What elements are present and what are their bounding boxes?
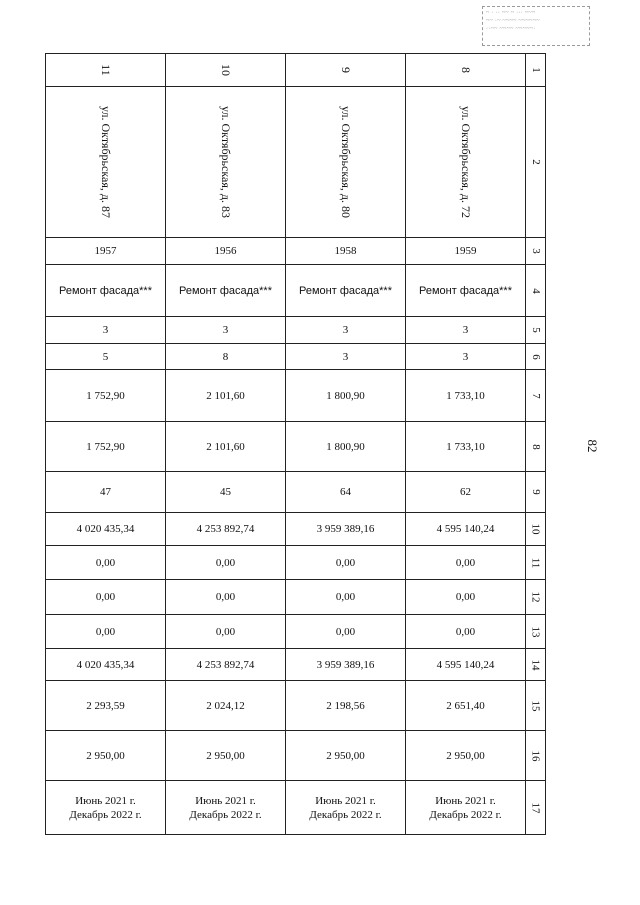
table-cell: 1 800,90 <box>286 370 406 422</box>
column-number-cell: 9 <box>286 54 406 87</box>
table-row <box>46 781 546 835</box>
column-number-cell: 8 <box>406 54 526 87</box>
table-cell: 2 293,59 <box>46 681 166 731</box>
table-cell: 0,00 <box>406 615 526 649</box>
row-number: 17 <box>526 781 546 835</box>
table-cell: 0,00 <box>46 580 166 615</box>
table-cell: 2 101,60 <box>166 370 286 422</box>
year-cell: 1957 <box>46 238 166 265</box>
table-cell: 1 733,10 <box>406 422 526 472</box>
table-cell: 2 651,40 <box>406 681 526 731</box>
address-cell: ул. Октябрьская, д. 80 <box>286 87 406 238</box>
year-cell: 1959 <box>406 238 526 265</box>
table-cell: 0,00 <box>406 546 526 580</box>
row-number: 4 <box>526 265 546 317</box>
table-row <box>46 370 546 422</box>
period-cell: Июнь 2021 г. Декабрь 2022 г. <box>406 781 526 835</box>
table-row <box>46 317 546 344</box>
table-row <box>46 54 546 87</box>
table-cell: 4 595 140,24 <box>406 513 526 546</box>
table-cell: 2 950,00 <box>406 731 526 781</box>
address-cell: ул. Октябрьская, д. 72 <box>406 87 526 238</box>
table-cell: 0,00 <box>286 580 406 615</box>
address-cell: ул. Октябрьская, д. 87 <box>46 87 166 238</box>
table-cell: 4 253 892,74 <box>166 513 286 546</box>
row-number: 3 <box>526 238 546 265</box>
year-cell: 1956 <box>166 238 286 265</box>
row-number: 10 <box>526 513 546 546</box>
work-type-cell: Ремонт фасада*** <box>286 265 406 317</box>
table-cell: 2 101,60 <box>166 422 286 472</box>
table-row <box>46 649 546 681</box>
table-cell: 3 <box>286 344 406 370</box>
work-type-cell: Ремонт фасада*** <box>46 265 166 317</box>
row-number: 8 <box>526 422 546 472</box>
period-cell: Июнь 2021 г. Декабрь 2022 г. <box>46 781 166 835</box>
table-row <box>46 472 546 513</box>
table-cell: 4 595 140,24 <box>406 649 526 681</box>
table-row <box>46 513 546 546</box>
table-row <box>46 615 546 649</box>
work-type-cell: Ремонт фасада*** <box>406 265 526 317</box>
row-number: 1 <box>526 54 546 87</box>
table-cell: 8 <box>166 344 286 370</box>
table-cell: 0,00 <box>286 615 406 649</box>
table-row <box>46 344 546 370</box>
row-number: 14 <box>526 649 546 681</box>
row-number: 6 <box>526 344 546 370</box>
table-cell: 1 752,90 <box>46 370 166 422</box>
table-row <box>46 265 546 317</box>
table-cell: 0,00 <box>46 546 166 580</box>
table-cell: 4 253 892,74 <box>166 649 286 681</box>
table-row <box>46 546 546 580</box>
table-cell: 0,00 <box>166 580 286 615</box>
table-row <box>46 422 546 472</box>
table-row <box>46 580 546 615</box>
column-number-cell: 11 <box>46 54 166 87</box>
row-number: 5 <box>526 317 546 344</box>
row-number: 13 <box>526 615 546 649</box>
period-cell: Июнь 2021 г. Декабрь 2022 г. <box>166 781 286 835</box>
row-number: 9 <box>526 472 546 513</box>
row-number: 16 <box>526 731 546 781</box>
table-cell: 2 024,12 <box>166 681 286 731</box>
table-cell: 3 <box>46 317 166 344</box>
table-cell: 2 950,00 <box>166 731 286 781</box>
table-cell: 3 959 389,16 <box>286 649 406 681</box>
table-cell: 4 020 435,34 <box>46 649 166 681</box>
work-type-cell: Ремонт фасада*** <box>166 265 286 317</box>
table-cell: 0,00 <box>286 546 406 580</box>
row-number: 7 <box>526 370 546 422</box>
table-cell: 1 752,90 <box>46 422 166 472</box>
table-cell: 2 198,56 <box>286 681 406 731</box>
row-number: 12 <box>526 580 546 615</box>
table-cell: 0,00 <box>46 615 166 649</box>
stamp-line: ~~ ·~ ~~~~ ~~~~~~ <box>486 18 540 24</box>
table-cell: 45 <box>166 472 286 513</box>
table-row <box>46 681 546 731</box>
table-cell: 3 <box>406 317 526 344</box>
year-cell: 1958 <box>286 238 406 265</box>
row-number: 15 <box>526 681 546 731</box>
table-cell: 3 <box>166 317 286 344</box>
table-cell: 2 950,00 <box>286 731 406 781</box>
address-cell: ул. Октябрьская, д. 83 <box>166 87 286 238</box>
stamp-line: ··~~ ~~~~ ~~~~~· <box>486 26 536 32</box>
table-cell: 4 020 435,34 <box>46 513 166 546</box>
period-cell: Июнь 2021 г. Декабрь 2022 г. <box>286 781 406 835</box>
column-number-cell: 10 <box>166 54 286 87</box>
table-row <box>46 87 546 238</box>
table-cell: 1 733,10 <box>406 370 526 422</box>
table-cell: 64 <box>286 472 406 513</box>
repair-schedule-table <box>45 53 546 835</box>
table-row <box>46 238 546 265</box>
table-cell: 3 <box>406 344 526 370</box>
table-cell: 5 <box>46 344 166 370</box>
table-cell: 0,00 <box>406 580 526 615</box>
table-cell: 1 800,90 <box>286 422 406 472</box>
row-number: 11 <box>526 546 546 580</box>
table-cell: 62 <box>406 472 526 513</box>
table-cell: 0,00 <box>166 546 286 580</box>
document-stamp <box>482 6 590 46</box>
table-cell: 3 <box>286 317 406 344</box>
stamp-line: ~ · ·· ~~ ~ ··· ~~~ <box>486 10 536 16</box>
table-cell: 2 950,00 <box>46 731 166 781</box>
table-row <box>46 731 546 781</box>
page-number: 82 <box>585 439 600 453</box>
row-number: 2 <box>526 87 546 238</box>
table-cell: 0,00 <box>166 615 286 649</box>
table-cell: 3 959 389,16 <box>286 513 406 546</box>
table-cell: 47 <box>46 472 166 513</box>
